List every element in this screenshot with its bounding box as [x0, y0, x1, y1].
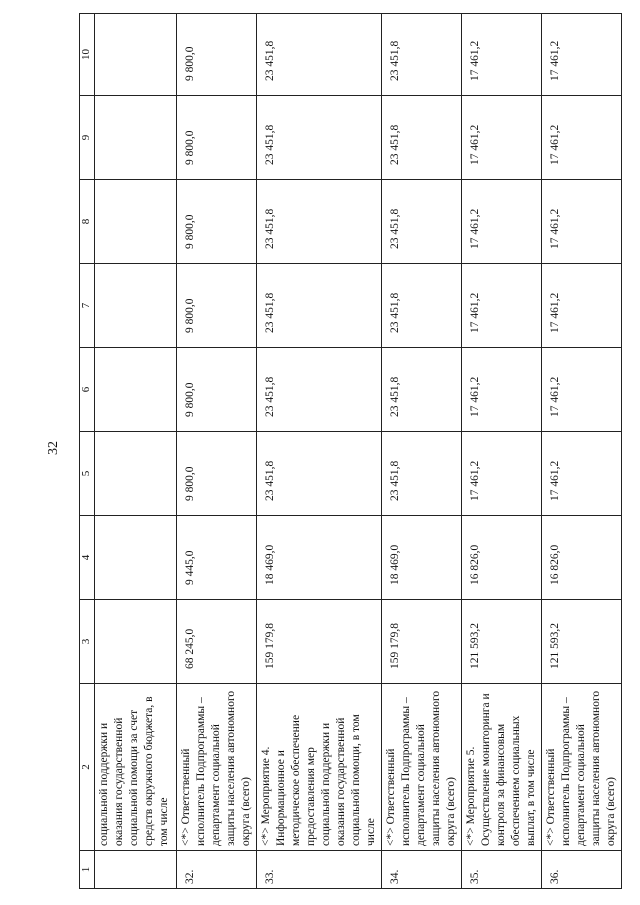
cell-value: 9 445,0: [177, 516, 257, 600]
cell-value: [95, 264, 177, 348]
row-index: 36.: [542, 851, 622, 889]
cell-value: 9 800,0: [177, 348, 257, 432]
row-index: [95, 851, 177, 889]
row-description: <*> Ответственный исполнитель Подпрограммы – департамент социальной защиты населения автономного округа (всего): [177, 684, 257, 851]
table-row: [95, 14, 177, 889]
row-description: <*> Ответственный исполнитель Подпрограммы – департамент социальной защиты населения автономного округа (всего): [382, 684, 462, 851]
column-header: 9: [80, 96, 95, 180]
cell-value: 23 451,8: [257, 432, 382, 516]
cell-value: [95, 14, 177, 96]
cell-value: 17 461,2: [542, 96, 622, 180]
cell-value: 23 451,8: [382, 180, 462, 264]
table-row: [257, 14, 382, 889]
cell-value: [95, 432, 177, 516]
table-row: [542, 14, 622, 889]
column-header: 8: [80, 180, 95, 264]
cell-value: 17 461,2: [542, 432, 622, 516]
column-header: 1: [80, 851, 95, 889]
cell-value: 17 461,2: [542, 264, 622, 348]
cell-value: 23 451,8: [382, 96, 462, 180]
cell-value: 9 800,0: [177, 14, 257, 96]
cell-value: 17 461,2: [542, 14, 622, 96]
cell-value: 23 451,8: [382, 14, 462, 96]
page-number: 32: [46, 441, 61, 455]
cell-value: 23 451,8: [382, 432, 462, 516]
cell-value: [95, 180, 177, 264]
budget-table: [79, 13, 622, 889]
row-description: <*> Мероприятие 5. Осуществление мониторинга и контроля за финансовым обеспечением социальных выплат, в том числе: [462, 684, 542, 851]
row-index: 32.: [177, 851, 257, 889]
cell-value: [95, 348, 177, 432]
header-row: [80, 14, 95, 889]
cell-value: 9 800,0: [177, 180, 257, 264]
row-index: 33.: [257, 851, 382, 889]
table-row: [462, 14, 542, 889]
cell-value: 17 461,2: [462, 96, 542, 180]
row-index: 35.: [462, 851, 542, 889]
cell-value: 17 461,2: [462, 14, 542, 96]
table-row: [382, 14, 462, 889]
column-header: 7: [80, 264, 95, 348]
cell-value: 17 461,2: [542, 180, 622, 264]
cell-value: 18 469,0: [257, 516, 382, 600]
cell-value: [95, 96, 177, 180]
cell-value: 23 451,8: [257, 348, 382, 432]
cell-value: 17 461,2: [462, 432, 542, 516]
cell-value: 9 800,0: [177, 264, 257, 348]
cell-value: 23 451,8: [382, 264, 462, 348]
cell-value: 9 800,0: [177, 432, 257, 516]
row-description: <*> Мероприятие 4. Информационное и методическое обеспечение предоставления мер социальной поддержки и оказания государственной социальной помощи, в том числе: [257, 684, 382, 851]
cell-value: 17 461,2: [462, 348, 542, 432]
column-header: 10: [80, 14, 95, 96]
row-index: 34.: [382, 851, 462, 889]
cell-value: 17 461,2: [462, 180, 542, 264]
cell-value: 17 461,2: [542, 348, 622, 432]
rotated-table-container: [79, 14, 619, 889]
cell-total: 159 179,8: [257, 600, 382, 684]
cell-value: 23 451,8: [257, 264, 382, 348]
table-row: [177, 14, 257, 889]
row-description: социальной поддержки и оказания государственной социальной помощи за счет средств окружного бюджета, в том числе: [95, 684, 177, 851]
cell-value: 23 451,8: [257, 180, 382, 264]
cell-value: 23 451,8: [257, 96, 382, 180]
column-header: 5: [80, 432, 95, 516]
cell-value: 9 800,0: [177, 96, 257, 180]
row-description: <*> Ответственный исполнитель Подпрограммы – департамент социальной защиты населения автономного округа (всего): [542, 684, 622, 851]
cell-value: 18 469,0: [382, 516, 462, 600]
column-header: 3: [80, 600, 95, 684]
cell-value: 23 451,8: [382, 348, 462, 432]
cell-total: 121 593,2: [462, 600, 542, 684]
cell-value: 16 826,0: [462, 516, 542, 600]
cell-value: 16 826,0: [542, 516, 622, 600]
cell-total: [95, 600, 177, 684]
cell-value: 17 461,2: [462, 264, 542, 348]
cell-total: 159 179,8: [382, 600, 462, 684]
cell-value: [95, 516, 177, 600]
column-header: 6: [80, 348, 95, 432]
column-header: 2: [80, 684, 95, 851]
cell-total: 121 593,2: [542, 600, 622, 684]
cell-total: 68 245,0: [177, 600, 257, 684]
cell-value: 23 451,8: [257, 14, 382, 96]
column-header: 4: [80, 516, 95, 600]
